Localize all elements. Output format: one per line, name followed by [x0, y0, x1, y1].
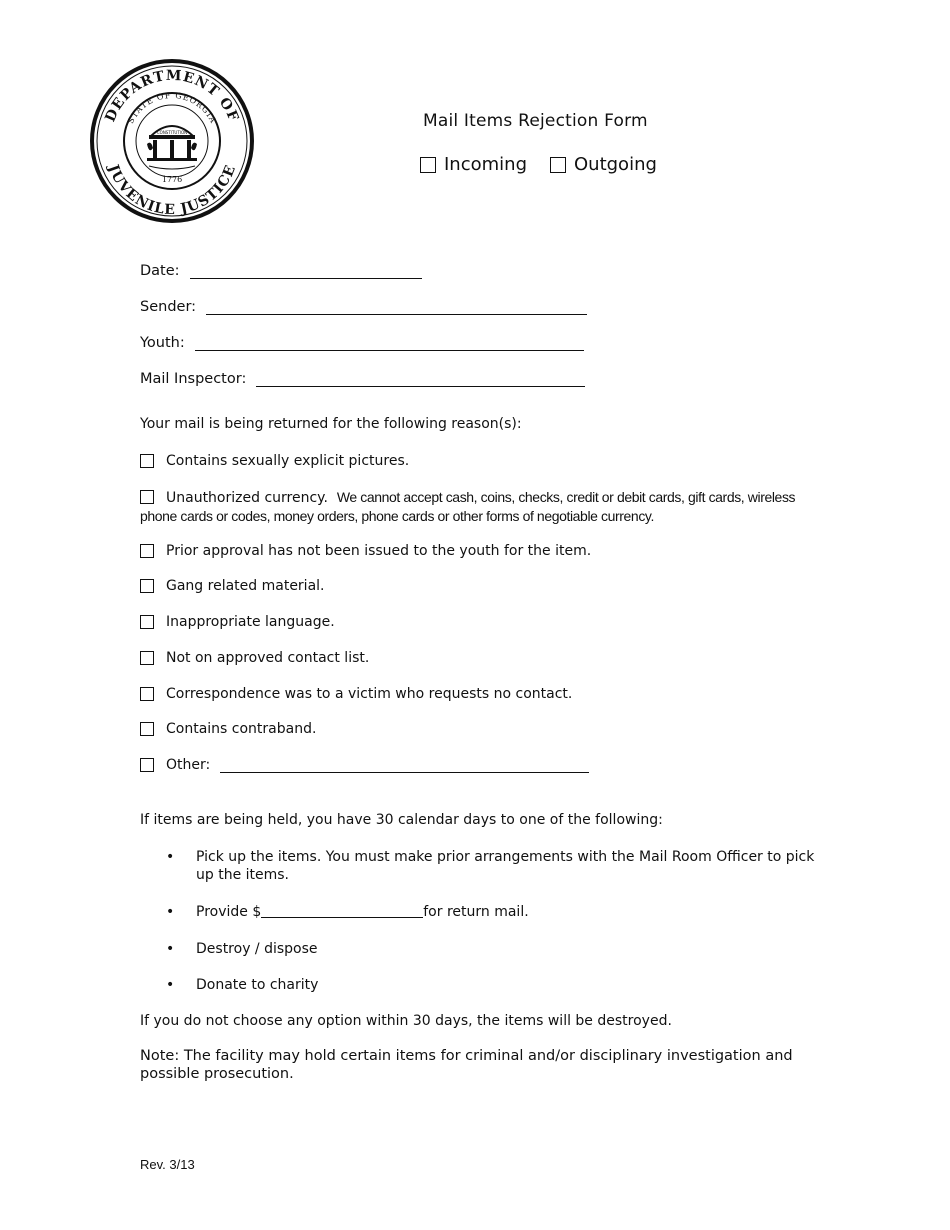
- outgoing-label: Outgoing: [574, 154, 657, 175]
- bullet: [166, 976, 196, 994]
- form-title: Mail Items Rejection Form: [423, 111, 648, 131]
- reason-contact-list[interactable]: [140, 649, 369, 667]
- checkbox-square[interactable]: [140, 490, 154, 504]
- reason-other[interactable]: [140, 756, 589, 774]
- youth-field: [140, 334, 584, 351]
- reason-language[interactable]: [140, 613, 335, 631]
- held-option-provide: [166, 903, 529, 921]
- incoming-label: Incoming: [444, 154, 527, 175]
- provide-suffix: for return mail.: [423, 904, 529, 920]
- seal-banner: CONSTITUTION: [156, 130, 188, 135]
- held-intro: If items are being held, you have 30 calendar days to one of the following:: [140, 812, 663, 828]
- seal-text-bottom: JUVENILE JUSTICE: [104, 162, 240, 219]
- seal-text-inner: STATE OF GEORGIA: [126, 90, 218, 126]
- reason-label: Prior approval has not been issued to the youth for the item.: [166, 543, 592, 559]
- revision-label: Rev. 3/13: [140, 1157, 195, 1172]
- reason-contraband[interactable]: [140, 720, 316, 738]
- reason-label: Unauthorized currency.: [166, 490, 328, 506]
- reason-explicit[interactable]: [140, 452, 409, 470]
- youth-input-line[interactable]: [195, 334, 584, 351]
- youth-label: Youth:: [140, 335, 185, 351]
- sender-label: Sender:: [140, 299, 197, 315]
- seal-year: 1776: [161, 175, 183, 184]
- checkbox-square[interactable]: [140, 544, 154, 558]
- checkbox-square[interactable]: [140, 687, 154, 701]
- date-input-line[interactable]: [190, 262, 422, 279]
- checkbox-square[interactable]: [420, 157, 436, 173]
- checkbox-square[interactable]: [550, 157, 566, 173]
- reason-label: Gang related material.: [166, 578, 325, 594]
- option-text: [196, 903, 529, 921]
- reason-gang[interactable]: [140, 577, 325, 595]
- date-field: [140, 262, 422, 279]
- other-input-line[interactable]: [220, 756, 589, 773]
- reason-label: Correspondence was to a victim who requests no contact.: [166, 686, 573, 702]
- sender-field: [140, 298, 587, 315]
- date-label: Date:: [140, 263, 180, 279]
- note: Note: The facility may hold certain items for criminal and/or disciplinary investigation and possible prosecution.: [140, 1048, 793, 1082]
- bullet: [166, 940, 196, 958]
- reason-prior-approval[interactable]: [140, 542, 591, 560]
- bullet: [166, 903, 196, 921]
- seal-text-top: DEPARTMENT OF: [102, 67, 242, 125]
- sender-input-line[interactable]: [206, 298, 587, 315]
- amount-input-line[interactable]: [261, 903, 423, 918]
- option-text: Destroy / dispose: [196, 941, 318, 957]
- mail-inspector-field: [140, 370, 585, 387]
- option-text: Donate to charity: [196, 977, 319, 993]
- incoming-checkbox[interactable]: [420, 154, 527, 175]
- mail-inspector-label: Mail Inspector:: [140, 371, 247, 387]
- svg-text:STATE OF GEORGIA: [126, 91, 218, 125]
- checkbox-square[interactable]: [140, 454, 154, 468]
- reason-currency[interactable]: [140, 488, 800, 526]
- outgoing-checkbox[interactable]: [550, 154, 657, 175]
- currency-detail: We cannot accept cash, coins, checks, credit or debit cards, gift cards, wireless phone cards or codes, money orders, phone cards or other forms of negotiable currency.: [140, 489, 796, 524]
- held-option-destroy: [166, 940, 318, 958]
- department-seal: [89, 58, 255, 224]
- reason-label: Contains contraband.: [166, 721, 317, 737]
- reason-label: Contains sexually explicit pictures.: [166, 453, 410, 469]
- reason-label: Other:: [166, 757, 211, 773]
- checkbox-square[interactable]: [140, 722, 154, 736]
- reason-label: Inappropriate language.: [166, 614, 335, 630]
- held-option-pickup: [166, 848, 816, 884]
- checkbox-square[interactable]: [140, 651, 154, 665]
- provide-prefix: Provide $: [196, 904, 262, 920]
- reason-victim[interactable]: [140, 685, 572, 703]
- reasons-intro: Your mail is being returned for the following reason(s):: [140, 416, 522, 432]
- checkbox-square[interactable]: [140, 579, 154, 593]
- mail-inspector-input-line[interactable]: [256, 370, 585, 387]
- held-option-donate: [166, 976, 318, 994]
- reason-label: Not on approved contact list.: [166, 650, 370, 666]
- checkbox-square[interactable]: [140, 615, 154, 629]
- destroy-warning: If you do not choose any option within 30 days, the items will be destroyed.: [140, 1013, 672, 1029]
- option-text: Pick up the items. You must make prior arrangements with the Mail Room Officer to pick up the items.: [196, 849, 815, 883]
- checkbox-square[interactable]: [140, 758, 154, 772]
- bullet: [166, 848, 196, 884]
